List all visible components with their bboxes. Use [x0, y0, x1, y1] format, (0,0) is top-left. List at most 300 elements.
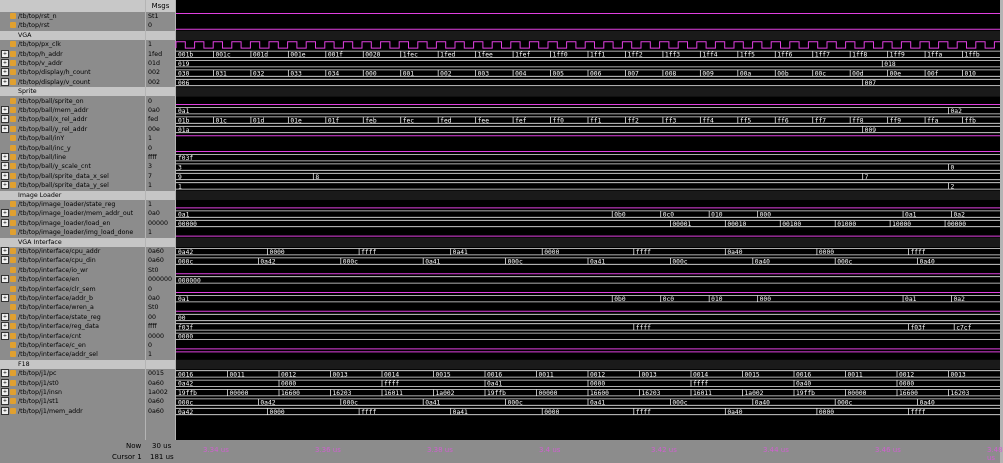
bus-value-label: 0c0: [662, 211, 675, 219]
bus-value-label: 0a41: [425, 258, 441, 266]
bus-value-label: 0a40: [919, 399, 935, 407]
group-divider[interactable]: [0, 191, 145, 200]
signal-value: 0a60: [148, 398, 164, 406]
signal-icon: [10, 126, 16, 132]
signal-icon: [10, 41, 16, 47]
signal-icon: [10, 295, 16, 301]
bus-value-label: 00100: [782, 220, 802, 228]
signal-row[interactable]: [0, 350, 145, 359]
bus-value-label: ffff: [693, 380, 709, 388]
signal-value: 0: [148, 144, 153, 152]
signal-value: 0015: [148, 370, 165, 378]
bus-value-label: f03f: [910, 324, 926, 332]
signal-name: /tb/top/image_loader/img_load_done: [18, 229, 134, 237]
signal-value: 1a002: [148, 389, 168, 396]
expand-icon[interactable]: +: [2, 219, 8, 226]
signal-icon: [10, 351, 16, 357]
bus-value-label: ffff: [910, 249, 926, 257]
group-divider[interactable]: [0, 31, 145, 40]
signal-value: 01d: [148, 60, 161, 67]
bus-value-label: 0000: [269, 249, 285, 257]
bus-value-label: 00: [178, 314, 186, 322]
bus-value-label: 0016: [796, 371, 812, 379]
bus-value-label: ff7: [814, 117, 827, 125]
signal-row[interactable]: [0, 388, 145, 397]
bus-value-label: 0011: [229, 371, 245, 379]
signal-row[interactable]: [0, 106, 145, 115]
bus-value-label: 1ffb: [964, 51, 980, 59]
signal-row[interactable]: [0, 50, 145, 59]
group-divider-values: [146, 191, 175, 200]
bus-value-label: 000c: [837, 258, 853, 266]
signal-icon: [10, 276, 16, 282]
bus-value-label: ff3: [664, 117, 677, 125]
bus-value-label: 0a1: [178, 211, 190, 219]
expand-icon[interactable]: +: [2, 276, 8, 283]
expand-icon[interactable]: +: [2, 116, 8, 123]
bus-value-label: 033: [290, 70, 302, 78]
waveform-canvas[interactable]: [176, 0, 1000, 440]
expand-placeholder: [1, 40, 9, 48]
signal-name: /tb/top/ball/inc_y: [18, 144, 71, 152]
bus-value-label: 000c: [178, 399, 194, 407]
bus-value-label: 01b: [178, 117, 190, 125]
signal-row[interactable]: [0, 266, 145, 275]
expand-placeholder: [1, 303, 9, 311]
bus-value-label: 00000: [538, 390, 558, 398]
bus-value-label: 1ff0: [552, 51, 568, 59]
expand-icon[interactable]: +: [2, 389, 8, 395]
expand-icon[interactable]: +: [2, 398, 8, 405]
bus-value-label: 001d: [252, 51, 269, 59]
signal-value: 00e: [148, 125, 160, 133]
expand-placeholder: [1, 200, 9, 208]
bus-value-label: ff0: [552, 117, 564, 125]
bus-value-label: 0a1: [905, 211, 917, 219]
signal-icon: [10, 257, 16, 263]
expand-icon[interactable]: +: [2, 323, 8, 330]
expand-icon[interactable]: +: [2, 313, 8, 320]
expand-icon[interactable]: +: [2, 107, 8, 113]
bus-value-label: f03f: [178, 155, 194, 163]
bus-value-label: 010: [711, 211, 723, 219]
bus-value-label: 0c0: [662, 296, 675, 304]
signal-row[interactable]: [0, 228, 145, 237]
bus-value-label: 001e: [290, 51, 306, 59]
bus-value-label: 0a40: [754, 258, 770, 266]
signal-row[interactable]: [0, 397, 145, 406]
bus-value-label: 1a002: [744, 390, 764, 398]
bus-value-label: ff5: [739, 117, 752, 125]
bus-value-label: 0015: [744, 371, 760, 379]
signal-icon: [10, 286, 16, 292]
now-value: 30 us: [152, 442, 172, 450]
expand-icon[interactable]: +: [2, 172, 8, 179]
bus-value-label: 001f: [327, 51, 343, 59]
bus-value-label: 16011: [384, 390, 403, 398]
signal-icon: [10, 408, 16, 414]
signal-row[interactable]: [0, 294, 145, 303]
bus-value-label: 001c: [215, 51, 231, 59]
bus-value-label: ffff: [910, 408, 926, 416]
bus-value-label: 0a41: [487, 380, 503, 388]
bus-value-label: 01000: [837, 220, 857, 228]
signal-name: /tb/top/ball/y_scale_cnt: [18, 163, 91, 171]
group-divider[interactable]: [0, 87, 145, 96]
signal-value: 0000: [148, 332, 165, 340]
signal-row[interactable]: [0, 78, 145, 87]
expand-icon[interactable]: +: [2, 210, 8, 217]
bus-value-label: 1fee: [477, 51, 493, 59]
bus-value-label: 0014: [384, 371, 400, 379]
signal-value: 0a0: [148, 295, 160, 302]
signal-row[interactable]: [0, 144, 145, 153]
bus-value-label: 002: [440, 70, 452, 78]
bus-value-label: 0a2: [953, 296, 965, 304]
bus-value-label: 1fed: [440, 51, 456, 59]
bus-value-label: fec: [402, 117, 415, 125]
waveform-pane[interactable]: [176, 0, 1000, 440]
signal-icon: [10, 248, 16, 254]
bus-value-label: 0013: [950, 371, 966, 379]
bus-value-label: 0: [950, 164, 955, 172]
signal-name: /tb/top/j1/mem_addr: [18, 407, 83, 415]
signal-value: 0a60: [148, 379, 164, 387]
signal-name: /tb/top/image_loader/load_en: [18, 219, 111, 227]
bus-value-label: 1ffa: [927, 51, 943, 59]
signal-name: /tb/top/ball/inY: [18, 135, 65, 143]
signal-name: /tb/top/display/v_count: [18, 78, 91, 86]
signal-value: 1: [148, 201, 153, 208]
bus-value-label: 0a42: [178, 249, 194, 257]
signal-icon: [10, 389, 16, 395]
signal-value: ffff: [148, 154, 157, 161]
signal-name: /tb/top/interface/reg_data: [18, 323, 100, 331]
signal-row[interactable]: [0, 125, 145, 134]
bus-value-label: 0014: [693, 371, 709, 379]
signal-name: /tb/top/display/h_count: [18, 69, 91, 77]
bus-value-label: 16600: [281, 390, 300, 398]
bus-value-label: 10000: [892, 220, 912, 228]
signal-icon: [10, 145, 16, 151]
signal-icon: [10, 398, 16, 404]
bus-value-label: fef: [515, 117, 527, 125]
bus-value-label: 018: [884, 61, 896, 69]
expand-icon[interactable]: +: [2, 332, 8, 339]
bus-value-label: 19ffb: [796, 390, 815, 398]
bus-value-label: ffff: [361, 249, 377, 257]
bus-value-label: 000c: [672, 258, 688, 266]
bus-value-label: 003: [477, 70, 490, 78]
signal-name: /tb/top/interface/cnt: [18, 332, 82, 340]
expand-icon[interactable]: +: [2, 257, 8, 264]
signal-row[interactable]: [0, 407, 145, 416]
signal-row[interactable]: [0, 162, 145, 171]
bus-value-label: 032: [252, 70, 265, 78]
signal-value: 00: [148, 313, 157, 321]
bus-value-label: 00f: [927, 70, 939, 78]
bus-value-label: 1fec: [402, 51, 418, 59]
bus-value-label: 16203: [332, 390, 352, 398]
bus-value-label: 0a1: [905, 296, 917, 304]
expand-icon[interactable]: +: [2, 50, 8, 57]
signal-row[interactable]: [0, 209, 145, 218]
signal-value: 0: [148, 97, 153, 105]
signal-icon: [10, 182, 16, 188]
group-band: [176, 238, 1000, 247]
expand-icon[interactable]: +: [2, 248, 8, 254]
signal-icon: [10, 229, 16, 235]
bus-value-label: 1ff7: [814, 51, 830, 59]
bus-value-label: c7cf: [956, 324, 972, 332]
signal-name: /tb/top/ball/x_rel_addr: [18, 116, 88, 124]
bus-value-label: 000c: [342, 258, 358, 266]
bus-value-label: 2: [950, 183, 955, 191]
bus-value-label: 1ff2: [627, 51, 643, 59]
bus-value-label: 19ffb: [178, 390, 197, 398]
signal-icon: [10, 210, 16, 216]
group-label: F18: [18, 360, 30, 368]
bus-value-label: 0000: [281, 380, 297, 388]
bus-value-label: ff9: [889, 117, 902, 125]
expand-placeholder: [1, 21, 9, 29]
signal-icon: [10, 69, 16, 75]
signal-icon: [10, 51, 16, 57]
signal-name: /tb/top/image_loader/state_reg: [18, 201, 116, 208]
expand-icon[interactable]: +: [2, 78, 8, 85]
signal-icon: [10, 107, 16, 113]
signal-row[interactable]: [0, 153, 145, 162]
expand-icon[interactable]: +: [2, 407, 8, 414]
bus-value-label: 0000: [178, 333, 194, 341]
bus-value-label: 0000: [544, 249, 560, 257]
bus-value-label: 1ff5: [739, 51, 755, 59]
signal-name: /tb/top/interface/clr_sem: [18, 285, 96, 293]
clock-wave: [176, 42, 1000, 48]
expand-icon[interactable]: +: [2, 182, 8, 189]
bus-value-label: 0a41: [452, 249, 468, 257]
signal-name: /tb/top/interface/addr_sel: [18, 351, 98, 359]
signal-row[interactable]: [0, 256, 145, 265]
bus-value-label: 0a40: [754, 399, 770, 407]
bus-value-label: 3: [178, 164, 182, 172]
bus-value-label: 0016: [487, 371, 503, 379]
signal-row[interactable]: [0, 181, 145, 190]
signal-row[interactable]: [0, 172, 145, 181]
group-label: VGA: [18, 31, 32, 39]
signal-values-pane: [146, 0, 175, 440]
signal-row[interactable]: [0, 275, 145, 284]
bus-value-label: 000c: [507, 399, 523, 407]
bus-value-label: 000c: [837, 399, 853, 407]
signal-row[interactable]: [0, 379, 145, 388]
signal-value: St0: [148, 304, 159, 312]
bus-value-label: 00010: [727, 220, 747, 228]
bus-value-label: 0011: [538, 371, 554, 379]
bus-value-label: 010: [964, 70, 976, 78]
signal-name: /tb/top/ball/mem_addr: [18, 107, 89, 114]
signal-row[interactable]: [0, 285, 145, 294]
group-label: Sprite: [18, 88, 37, 96]
signal-row[interactable]: [0, 322, 145, 331]
signal-value: 1: [148, 229, 153, 237]
bus-value-label: 0a42: [178, 380, 194, 388]
bus-value-label: 0013: [332, 371, 348, 379]
signal-value: 002: [148, 78, 161, 86]
signal-row[interactable]: [0, 68, 145, 77]
signal-row[interactable]: [0, 332, 145, 341]
time-tick: 3.48 us: [987, 446, 1003, 462]
signal-row[interactable]: [0, 97, 145, 106]
expand-placeholder: [1, 350, 9, 358]
bus-value-label: 9: [178, 173, 182, 181]
signal-value: 0a0: [148, 210, 160, 218]
bus-value-label: 0a2: [950, 108, 962, 116]
bus-value-label: ffff: [384, 380, 400, 388]
bus-value-label: 019: [178, 61, 190, 69]
signal-name: /tb/top/interface/state_reg: [18, 313, 101, 321]
bus-value-label: 0a40: [727, 249, 743, 257]
time-tick: 3.46 us: [875, 446, 901, 454]
signal-icon: [10, 135, 16, 141]
signal-name: /tb/top/ball/sprite_data_x_sel: [18, 172, 109, 180]
signal-icon: [10, 342, 16, 348]
expand-placeholder: [1, 341, 9, 349]
bus-value-label: 000c: [342, 399, 358, 407]
signal-icon: [10, 304, 16, 310]
signal-row[interactable]: [0, 115, 145, 124]
bus-value-label: 000c: [507, 258, 523, 266]
signal-row[interactable]: [0, 369, 145, 378]
bus-value-label: 1ff6: [777, 51, 793, 59]
bus-value-label: 0016: [178, 371, 194, 379]
bus-value-label: 0b0: [614, 211, 626, 219]
signal-names-pane: [0, 0, 145, 440]
signal-name: /tb/top/j1/pc: [18, 370, 57, 378]
bus-value-label: 030: [178, 70, 190, 78]
bus-value-label: ff1: [590, 117, 602, 125]
bus-value-label: 1ff9: [889, 51, 905, 59]
bus-value-label: 00c: [814, 70, 827, 78]
expand-icon[interactable]: +: [2, 370, 8, 377]
time-bar: [0, 440, 1003, 463]
bus-value-label: 0a41: [425, 399, 441, 407]
expand-icon[interactable]: +: [2, 295, 8, 301]
cursor-value: 181 us: [150, 453, 174, 461]
signal-name: /tb/top/j1/st0: [18, 379, 59, 387]
signal-icon: [10, 201, 16, 207]
bus-value-label: 006: [178, 79, 190, 87]
bus-value-label: feb: [365, 117, 377, 125]
bus-value-label: 0012: [281, 371, 297, 379]
signal-icon: [10, 163, 16, 169]
bus-value-label: 010: [711, 296, 723, 304]
signal-name: /tb/top/ball/sprite_data_y_sel: [18, 182, 109, 190]
expand-icon[interactable]: +: [2, 154, 8, 160]
bus-value-label: 1: [178, 183, 182, 191]
bus-value-label: 01d: [252, 117, 265, 125]
bus-value-label: 01e: [290, 117, 302, 125]
time-tick: 3.42 us: [651, 446, 677, 454]
expand-icon[interactable]: +: [2, 60, 8, 66]
bus-value-label: 8: [315, 173, 320, 181]
bus-value-label: 005: [552, 70, 564, 78]
expand-placeholder: [1, 97, 9, 105]
bus-value-label: 00d: [852, 70, 864, 78]
signal-row[interactable]: [0, 313, 145, 322]
signal-row[interactable]: [0, 134, 145, 143]
signal-value: fed: [148, 116, 159, 124]
signal-value: St1: [148, 13, 159, 20]
signal-value: 0: [148, 22, 153, 30]
expand-icon[interactable]: +: [2, 69, 8, 76]
signal-icon: [10, 220, 16, 226]
group-band: [176, 87, 1000, 96]
signal-row[interactable]: [0, 341, 145, 350]
bus-value-label: 034: [327, 70, 340, 78]
bus-value-label: 001b: [178, 51, 194, 59]
signal-name: /tb/top/interface/c_en: [18, 342, 86, 349]
signal-name: /tb/top/interface/addr_b: [18, 295, 93, 302]
time-tick: 3.4 us: [539, 446, 561, 454]
signal-row[interactable]: [0, 247, 145, 256]
bus-value-label: 0012: [899, 371, 915, 379]
bus-value-label: 16600: [590, 390, 609, 398]
bus-value-label: 0000: [818, 408, 835, 416]
signal-row[interactable]: [0, 200, 145, 209]
signal-value: 00000: [148, 219, 169, 227]
bus-value-label: 007: [627, 70, 639, 78]
expand-placeholder: [1, 285, 9, 293]
expand-icon[interactable]: +: [2, 163, 8, 170]
signal-row[interactable]: [0, 12, 145, 21]
bus-value-label: 0a40: [727, 408, 743, 416]
expand-icon[interactable]: +: [2, 125, 8, 132]
bus-value-label: 00001: [672, 220, 692, 228]
bus-value-label: 16600: [899, 390, 918, 398]
group-divider[interactable]: [0, 360, 145, 369]
bus-value-label: ffff: [635, 249, 651, 257]
bus-value-label: 000c: [672, 399, 688, 407]
signal-row[interactable]: [0, 40, 145, 49]
signal-value: 0: [148, 342, 153, 349]
signal-icon: [10, 60, 16, 66]
signal-name: /tb/top/ball/sprite_on: [18, 97, 84, 105]
signal-name: /tb/top/rst: [18, 22, 50, 30]
bus-value-label: 007: [864, 79, 877, 87]
signal-icon: [10, 173, 16, 179]
bus-value-label: 00000: [847, 390, 867, 398]
bus-value-label: ff2: [627, 117, 639, 125]
bus-value-label: 1ff8: [852, 51, 868, 59]
bus-value-label: 008: [664, 70, 677, 78]
group-divider[interactable]: [0, 238, 145, 247]
bus-value-label: 000c: [178, 258, 194, 266]
signal-row[interactable]: [0, 303, 145, 312]
bus-value-label: ff6: [777, 117, 789, 125]
bus-value-label: 0000: [590, 380, 606, 388]
signal-row[interactable]: [0, 59, 145, 68]
time-tick: 3.34 us: [203, 446, 229, 454]
signal-icon: [10, 267, 16, 273]
expand-placeholder: [1, 144, 9, 152]
signal-row[interactable]: [0, 219, 145, 228]
signal-row[interactable]: [0, 21, 145, 30]
expand-icon[interactable]: +: [2, 379, 8, 386]
bus-value-label: 0a42: [260, 399, 276, 407]
bus-value-label: 0000: [818, 249, 835, 257]
expand-placeholder: [1, 228, 9, 236]
